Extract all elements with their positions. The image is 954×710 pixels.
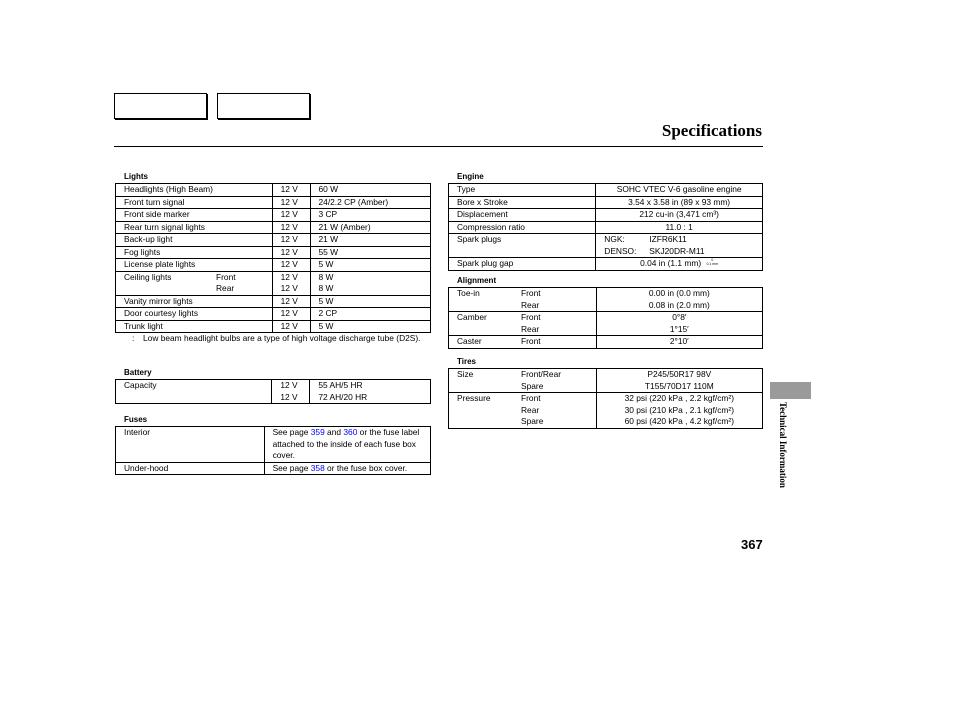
table-row (449, 300, 763, 312)
tires-sub: Spare (521, 380, 544, 391)
alignment-heading: Alignment (457, 276, 497, 285)
table-row (449, 246, 763, 258)
tires-sub: Rear (521, 404, 540, 415)
table-row (449, 221, 763, 234)
table-row (449, 196, 763, 209)
tires-name (449, 416, 597, 428)
tires-name (449, 381, 597, 393)
lights-rating: 60 W (310, 184, 431, 197)
battery-volt: 12 V (272, 380, 310, 392)
engine-name (449, 246, 596, 258)
table-row (449, 258, 763, 271)
lights-name: Vanity mirror lights (116, 295, 273, 308)
lights-name: Rear turn signal lights (116, 221, 273, 234)
tires-table (448, 368, 763, 429)
footnote-mark: : (132, 333, 135, 343)
ngk-value: IZFR6K11 (649, 234, 687, 244)
lights-rating: 5 W (310, 295, 431, 308)
denso-label: DENSO: (604, 245, 637, 256)
lights-volt: 12 V (272, 271, 310, 283)
lights-rating: 2 CP (310, 308, 431, 321)
tires-value: 32 psi (220 kPa , 2.2 kgf/cm²) (596, 393, 762, 405)
table-row (116, 427, 431, 463)
tires-sub: Spare (521, 416, 544, 426)
engine-value (596, 234, 763, 246)
lights-volt: 12 V (272, 221, 310, 234)
table-row (449, 393, 763, 405)
page-number: 367 (741, 537, 763, 552)
battery-rating: 72 AH/20 HR (310, 392, 431, 404)
alignment-value: 1°15′ (596, 324, 762, 336)
table-row (449, 288, 763, 300)
tires-name-text: Size (457, 369, 474, 379)
table-row (449, 369, 763, 381)
table-row (116, 392, 431, 404)
page-link-360[interactable]: 360 (343, 427, 358, 437)
lights-name-text: Ceiling lights (124, 271, 172, 282)
battery-rating: 55 AH/5 HR (310, 380, 431, 392)
title-rule (114, 146, 763, 147)
lights-rating: 5 W (310, 320, 431, 333)
engine-table (448, 183, 763, 271)
page-link-358[interactable]: 358 (310, 462, 325, 473)
lights-rating: 21 W (Amber) (310, 221, 431, 234)
alignment-name-text: Caster (457, 336, 482, 346)
lights-volt: 12 V (272, 295, 310, 308)
lights-table (115, 183, 431, 333)
table-row (449, 336, 763, 349)
lights-name (116, 271, 273, 283)
engine-heading: Engine (457, 172, 484, 181)
alignment-name (449, 312, 597, 324)
footnote-text: Low beam headlight bulbs are a type of high voltage discharge tube (D2S). (143, 333, 421, 343)
tires-value: T155/70D17 110M (596, 381, 762, 393)
fuses-heading: Fuses (124, 415, 148, 424)
lights-volt: 12 V (272, 308, 310, 321)
lights-name: Front turn signal (116, 196, 273, 209)
lights-volt: 12 V (272, 184, 310, 197)
alignment-name (449, 300, 597, 312)
table-row (449, 405, 763, 417)
battery-name: Capacity (116, 380, 272, 392)
alignment-name-text: Camber (457, 312, 487, 322)
table-row (449, 381, 763, 393)
engine-value: 3.54 x 3.58 in (89 x 93 mm) (596, 196, 763, 209)
table-row (116, 462, 431, 475)
engine-value: 11.0 : 1 (596, 221, 763, 234)
denso-value: SKJ20DR-M11 (649, 245, 705, 256)
tires-name (449, 405, 597, 417)
lights-volt: 12 V (272, 320, 310, 333)
fuses-name: Interior (116, 427, 265, 463)
engine-name: Spark plugs (449, 234, 596, 246)
section-tab[interactable] (770, 382, 811, 399)
engine-value (596, 246, 763, 258)
ngk-label: NGK: (604, 234, 625, 244)
lights-name: Door courtesy lights (116, 308, 273, 321)
tires-name (449, 369, 597, 381)
alignment-name-text: Toe-in (457, 288, 480, 298)
battery-volt: 12 V (272, 392, 310, 404)
lights-name: Front side marker (116, 209, 273, 222)
alignment-sub: Rear (521, 299, 540, 310)
alignment-value: 0.00 in (0.0 mm) (596, 288, 762, 300)
tires-name-text: Pressure (457, 393, 491, 403)
engine-name: Bore x Stroke (449, 196, 596, 209)
tires-value: P245/50R17 98V (596, 369, 762, 381)
lights-name: Headlights (High Beam) (116, 184, 273, 197)
lights-rating: 8 W (310, 271, 431, 283)
engine-value: SOHC VTEC V-6 gasoline engine (596, 184, 763, 197)
alignment-table (448, 287, 763, 349)
gap-tolerance-bottom: 0.1 mm (706, 262, 719, 266)
table-row (116, 259, 431, 272)
lights-volt: 12 V (272, 246, 310, 259)
gap-value: 0.04 in (1.1 mm) (640, 258, 702, 268)
fuses-note-text: See page (272, 462, 311, 473)
nav-button-1[interactable] (114, 93, 207, 119)
engine-name: Displacement (449, 209, 596, 222)
fuses-note (264, 427, 430, 463)
lights-name: Trunk light (116, 320, 273, 333)
lights-name: Back-up light (116, 234, 273, 247)
nav-button-2[interactable] (217, 93, 310, 119)
tires-value: 30 psi (210 kPa , 2.1 kgf/cm²) (596, 405, 762, 417)
table-row (116, 246, 431, 259)
lights-volt: 12 V (272, 234, 310, 247)
table-row (116, 221, 431, 234)
fuses-note-text: or the fuse box cover. (324, 462, 408, 473)
alignment-sub: Rear (521, 323, 540, 334)
alignment-name (449, 288, 597, 300)
page-link-359[interactable]: 359 (310, 427, 325, 437)
alignment-sub: Front (521, 312, 541, 322)
engine-name: Type (449, 184, 596, 197)
tires-sub: Front (521, 393, 541, 403)
lights-name (116, 283, 273, 295)
lights-name: Fog lights (116, 246, 273, 259)
battery-heading: Battery (124, 368, 152, 377)
alignment-value: 2°10′ (596, 336, 762, 349)
alignment-value: 0°8′ (596, 312, 762, 324)
tires-value: 60 psi (420 kPa , 4.2 kgf/cm²) (596, 416, 762, 428)
lights-rating: 21 W (310, 234, 431, 247)
table-row (116, 234, 431, 247)
lights-heading: Lights (124, 172, 148, 181)
battery-name (116, 392, 272, 404)
alignment-value: 0.08 in (2.0 mm) (596, 300, 762, 312)
alignment-name (449, 336, 597, 349)
engine-value (596, 258, 763, 271)
lights-name: License plate lights (116, 259, 273, 272)
fuses-note-text: or the fuse label attached to the inside of each fuse box cover. (272, 427, 420, 460)
table-row (449, 234, 763, 246)
battery-table (115, 379, 431, 404)
fuses-table (115, 426, 431, 475)
alignment-name (449, 324, 597, 336)
tires-sub: Front/Rear (521, 369, 562, 379)
lights-sub: Front (216, 271, 236, 282)
table-row (449, 324, 763, 336)
lights-volt: 12 V (272, 196, 310, 209)
table-row (116, 295, 431, 308)
lights-rating: 8 W (310, 283, 431, 295)
table-row (116, 320, 431, 333)
fuses-name: Under-hood (116, 462, 265, 475)
table-row (116, 308, 431, 321)
engine-name: Compression ratio (449, 221, 596, 234)
table-row (449, 312, 763, 324)
table-row (116, 196, 431, 209)
alignment-sub: Front (521, 336, 541, 346)
engine-value: 212 cu-in (3,471 cm³) (596, 209, 763, 222)
section-label: Technical Information (778, 402, 788, 488)
lights-rating: 55 W (310, 246, 431, 259)
lights-rating: 24/2.2 CP (Amber) (310, 196, 431, 209)
table-row (449, 184, 763, 197)
lights-volt: 12 V (272, 209, 310, 222)
table-row (116, 283, 431, 295)
lights-sub: Rear (216, 283, 235, 293)
tires-name (449, 393, 597, 405)
lights-volt: 12 V (272, 283, 310, 295)
lights-rating: 5 W (310, 259, 431, 272)
table-row (116, 271, 431, 283)
table-row (449, 209, 763, 222)
table-row (449, 416, 763, 428)
table-row (116, 184, 431, 197)
fuses-note-text: and (324, 427, 344, 437)
table-row (116, 209, 431, 222)
fuses-note (264, 462, 430, 475)
lights-rating: 3 CP (310, 209, 431, 222)
table-row (116, 380, 431, 392)
alignment-sub: Front (521, 288, 541, 298)
gap-tolerance-top: 0 (711, 258, 714, 262)
fuses-note-text: See page (272, 427, 311, 437)
engine-name: Spark plug gap (449, 258, 596, 271)
tires-heading: Tires (457, 357, 476, 366)
lights-volt: 12 V (272, 259, 310, 272)
page-title: Specifications (661, 121, 762, 140)
